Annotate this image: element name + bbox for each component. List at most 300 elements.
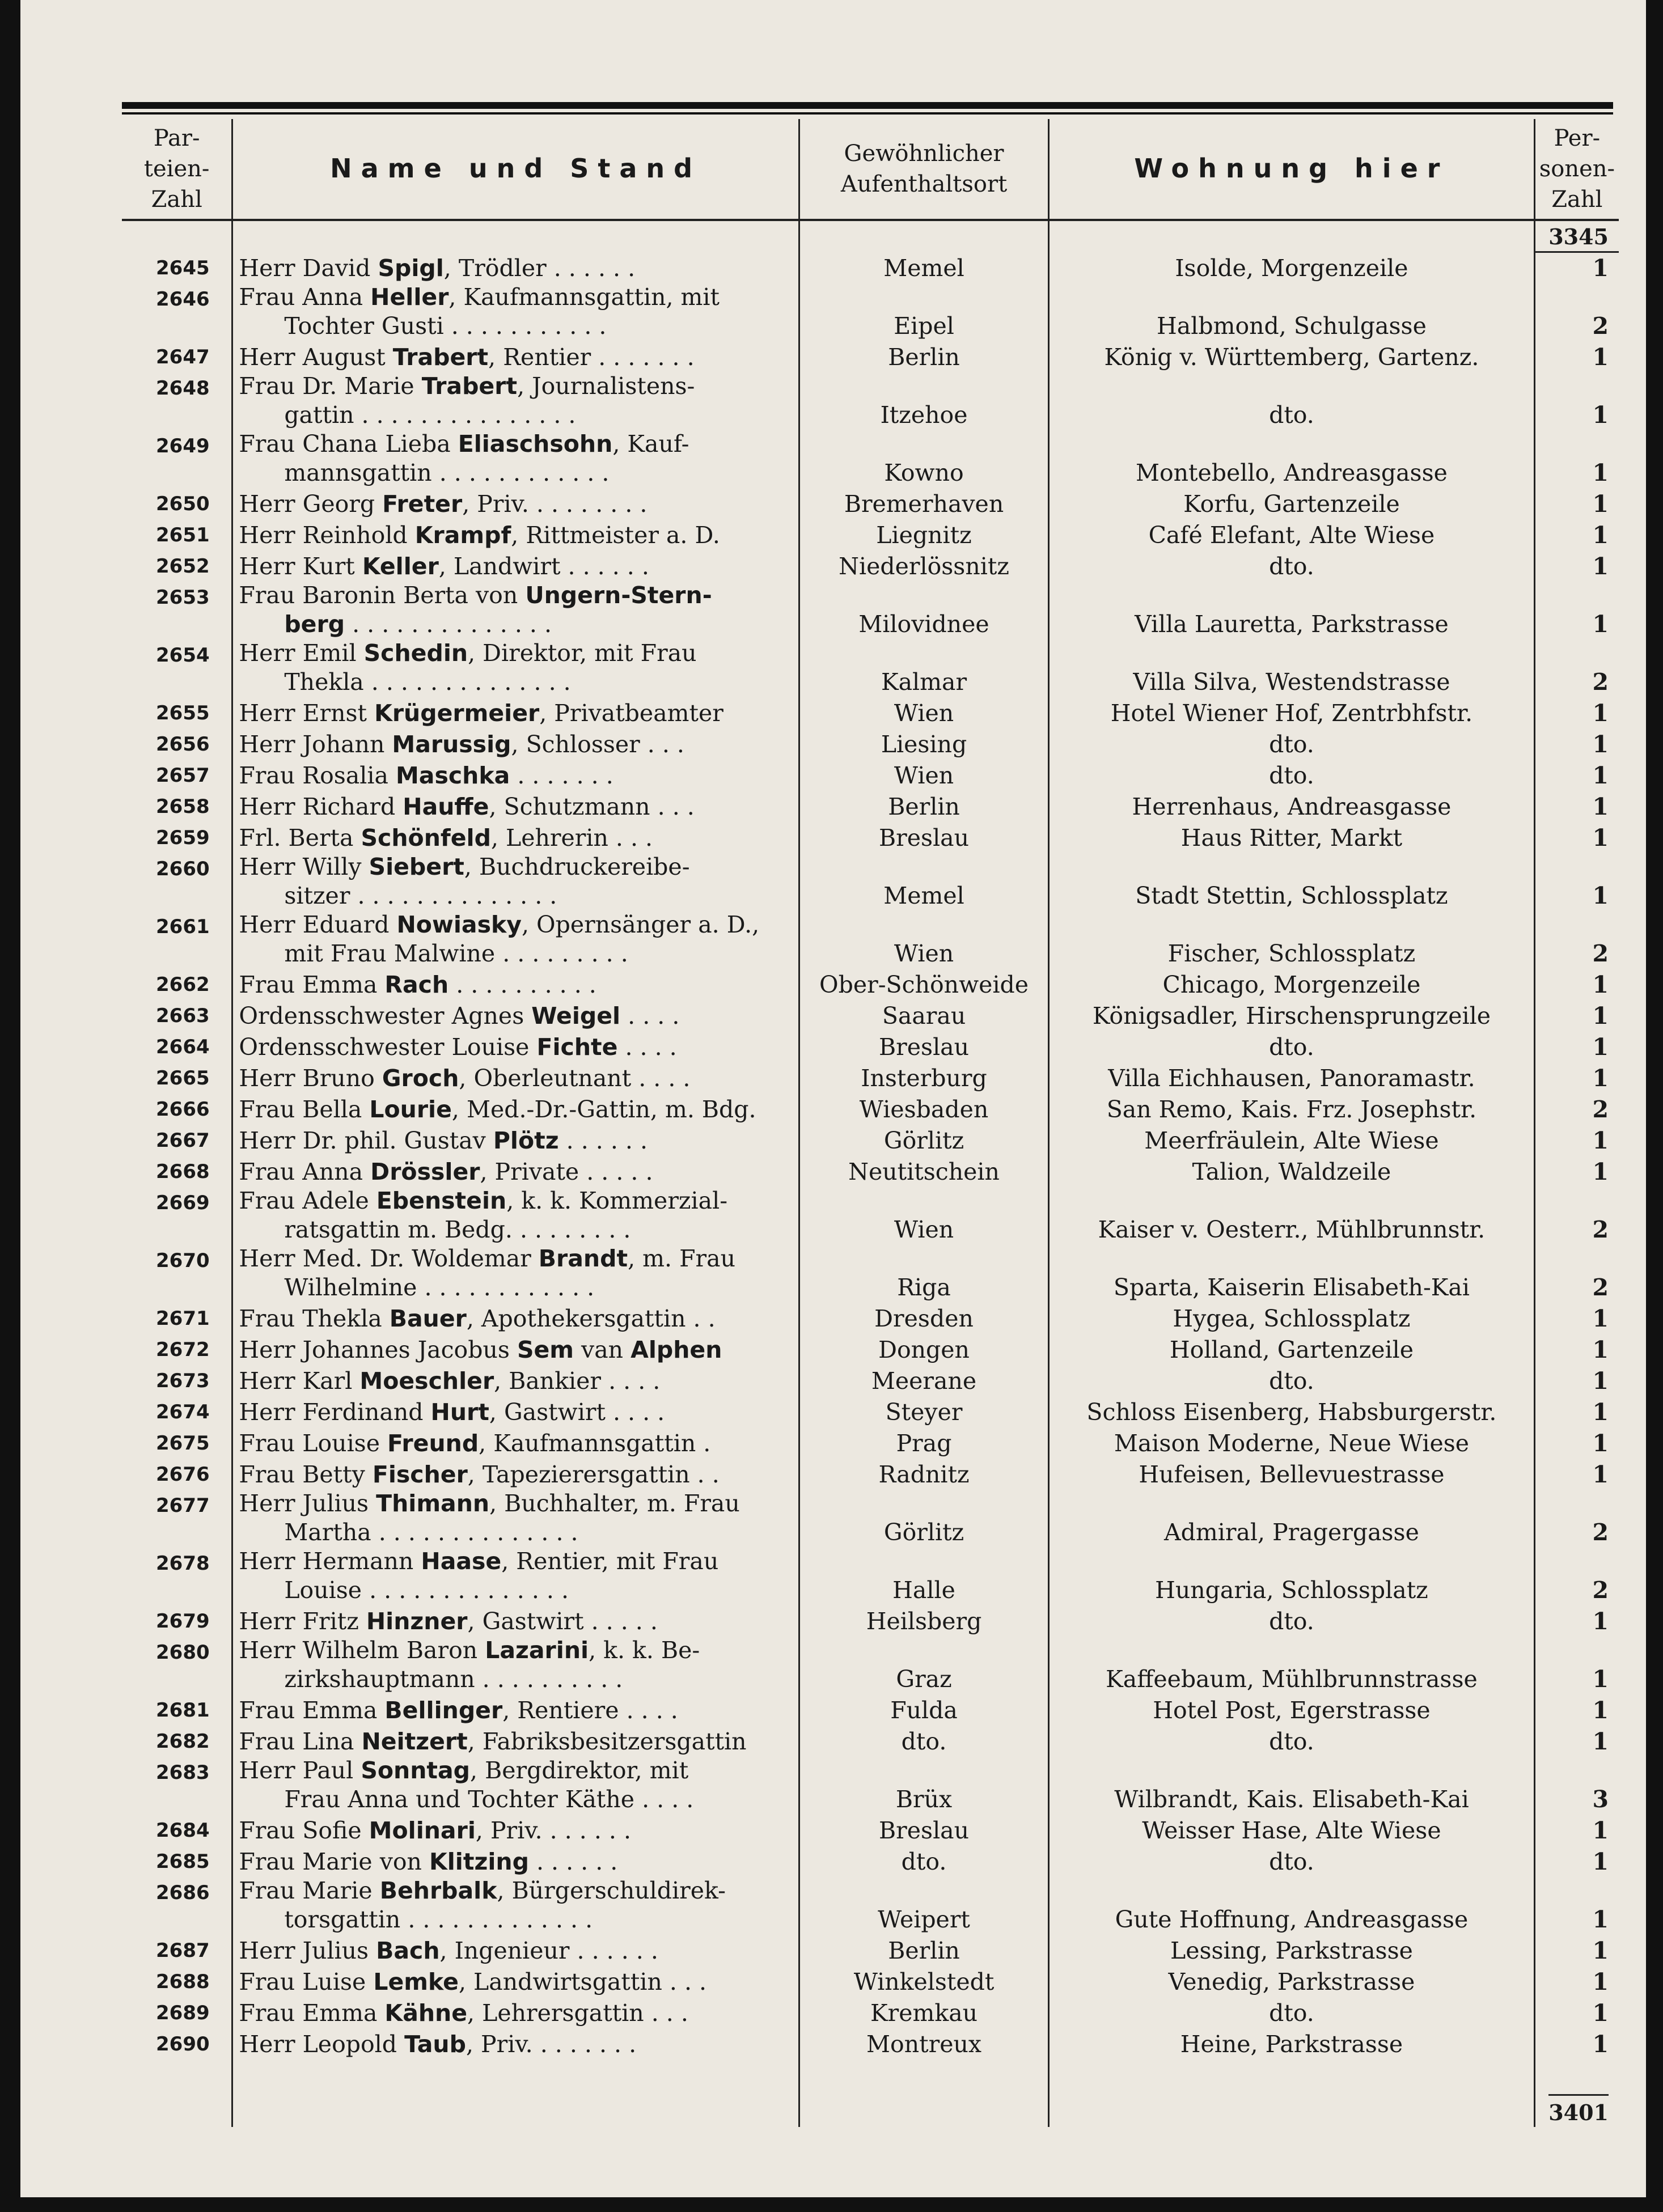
name-and-status [232, 1427, 799, 1458]
surname: Lourie [369, 1096, 452, 1123]
register-row [122, 581, 1619, 639]
local-lodging: Herrenhaus, Andreasgasse [1049, 790, 1535, 821]
name-line: Frau Adele Ebenstein, k. k. Kommerzial- [239, 1187, 728, 1214]
usual-residence: Saarau [799, 999, 1048, 1031]
party-number: 2666 [156, 1098, 210, 1121]
register-row [122, 1186, 1619, 1244]
name-line: Frau Anna Heller, Kaufmannsgattin, mit [239, 283, 720, 311]
name-and-status [232, 1636, 799, 1694]
name-line: Frau Dr. Marie Trabert, Journalistens- [239, 372, 695, 400]
usual-residence: Radnitz [799, 1458, 1048, 1489]
name-and-status [232, 728, 799, 759]
usual-residence: Breslau [799, 1031, 1048, 1062]
register-row [122, 639, 1619, 697]
persons-count: 1 [1534, 1124, 1619, 1155]
persons-count: 1 [1534, 853, 1619, 910]
usual-residence: Eipel [799, 283, 1048, 341]
local-lodging: dto. [1049, 728, 1535, 759]
persons-count: 1 [1534, 1725, 1619, 1756]
persons-count: 2 [1534, 1547, 1619, 1605]
register-row [122, 1694, 1619, 1725]
party-number: 2645 [156, 257, 210, 279]
name-and-status [232, 1547, 799, 1605]
name-line: Herr Hermann Haase, Rentier, mit Frau [239, 1548, 719, 1575]
name-line: Herr August Trabert, Rentier . . . . . . . [239, 344, 695, 371]
usual-residence: Dresden [799, 1302, 1048, 1333]
header-persons-text: Per- sonen- Zahl [1539, 125, 1615, 213]
name-line: torsgattin . . . . . . . . . . . . . [284, 1906, 593, 1933]
persons-count: 1 [1534, 1636, 1619, 1694]
local-lodging: Kaffeebaum, Mühlbrunnstrasse [1049, 1636, 1535, 1694]
surname: Drössler [370, 1158, 480, 1185]
persons-count: 1 [1534, 1333, 1619, 1365]
name-line: Herr Paul Sonntag, Bergdirektor, mit [239, 1757, 689, 1784]
name-line: Frau Lina Neitzert, Fabriksbesitzersgattin [239, 1728, 747, 1755]
persons-count: 1 [1534, 1997, 1619, 2028]
name-line: Herr Richard Hauffe, Schutzmann . . . [239, 793, 695, 820]
usual-residence: Breslau [799, 821, 1048, 853]
surname: Trabert [421, 372, 518, 400]
name-line: Frau Anna und Tochter Käthe . . . . [284, 1786, 694, 1813]
local-lodging: Gute Hoffnung, Andreasgasse [1049, 1876, 1535, 1934]
persons-count: 1 [1534, 1965, 1619, 1997]
usual-residence: Milovidnee [799, 581, 1048, 639]
surname: Bellinger [384, 1697, 503, 1724]
register-row [122, 1427, 1619, 1458]
surname: Neitzert [361, 1728, 468, 1755]
usual-residence: Riga [799, 1244, 1048, 1302]
local-lodging: Haus Ritter, Markt [1049, 821, 1535, 853]
name-and-status [232, 1155, 799, 1186]
name-line: Herr Kurt Keller, Landwirt . . . . . . [239, 553, 649, 580]
local-lodging: Chicago, Morgenzeile [1049, 968, 1535, 999]
persons-count: 1 [1534, 1845, 1619, 1876]
name-line: Herr Ferdinand Hurt, Gastwirt . . . . [239, 1399, 665, 1426]
usual-residence: Berlin [799, 790, 1048, 821]
local-lodging: Hufeisen, Bellevuestrasse [1049, 1458, 1535, 1489]
persons-count: 1 [1534, 1876, 1619, 1934]
party-number: 2650 [156, 493, 210, 515]
register-row [122, 550, 1619, 581]
local-lodging: dto. [1049, 759, 1535, 790]
usual-residence: Görlitz [799, 1489, 1048, 1547]
name-line: Frl. Berta Schönfeld, Lehrerin . . . [239, 824, 653, 851]
register-row [122, 1997, 1619, 2028]
usual-residence: Berlin [799, 341, 1048, 372]
persons-count: 1 [1534, 1396, 1619, 1427]
register-page [122, 102, 1619, 2188]
persons-count: 1 [1534, 1427, 1619, 1458]
register-row [122, 1756, 1619, 1814]
local-lodging: Hygea, Schlossplatz [1049, 1302, 1535, 1333]
register-row [122, 430, 1619, 488]
usual-residence: Meerane [799, 1365, 1048, 1396]
surname: Groch [382, 1065, 459, 1092]
usual-residence: Kowno [799, 430, 1048, 488]
name-line: Frau Emma Rach . . . . . . . . . . [239, 971, 596, 998]
party-number: 2674 [156, 1401, 210, 1423]
surname: Bach [376, 1937, 440, 1964]
surname: Molinari [369, 1817, 476, 1844]
header-name-text: Name und Stand [330, 152, 702, 184]
local-lodging: Hotel Wiener Hof, Zentrbhfstr. [1049, 697, 1535, 728]
local-lodging: Holland, Gartenzeile [1049, 1333, 1535, 1365]
name-line: Herr Wilhelm Baron Lazarini, k. k. Be- [239, 1637, 700, 1664]
name-line: Frau Luise Lemke, Landwirtsgattin . . . [239, 1968, 707, 1995]
usual-residence: Itzehoe [799, 372, 1048, 430]
persons-count: 1 [1534, 1458, 1619, 1489]
name-line: Frau Anna Drössler, Private . . . . . [239, 1158, 653, 1185]
party-number: 2667 [156, 1129, 210, 1152]
name-and-status [232, 1694, 799, 1725]
name-and-status [232, 581, 799, 639]
surname: Krampf [414, 522, 511, 549]
persons-count: 1 [1534, 430, 1619, 488]
surname: Alphen [630, 1336, 722, 1363]
usual-residence: Neutitschein [799, 1155, 1048, 1186]
register-row [122, 1458, 1619, 1489]
register-row [122, 728, 1619, 759]
party-number: 2654 [156, 644, 210, 667]
local-lodging: dto. [1049, 1365, 1535, 1396]
name-and-status [232, 488, 799, 519]
name-line: Herr Emil Schedin, Direktor, mit Frau [239, 639, 697, 667]
persons-count: 1 [1534, 821, 1619, 853]
local-lodging: dto. [1049, 1845, 1535, 1876]
register-row [122, 1547, 1619, 1605]
name-and-status [232, 1814, 799, 1845]
usual-residence: Wien [799, 697, 1048, 728]
surname: Fischer [372, 1461, 468, 1488]
register-row [122, 2028, 1619, 2059]
usual-residence: Liegnitz [799, 519, 1048, 550]
usual-residence: Weipert [799, 1876, 1048, 1934]
scan-border-right [1646, 0, 1663, 2212]
surname: Siebert [369, 853, 464, 880]
party-number: 2670 [156, 1249, 210, 1272]
name-and-status [232, 853, 799, 910]
name-line: Herr Karl Moeschler, Bankier . . . . [239, 1367, 661, 1395]
party-number: 2672 [156, 1338, 210, 1361]
name-line: Frau Marie von Klitzing . . . . . . [239, 1848, 618, 1875]
local-lodging: Kaiser v. Oesterr., Mühlbrunnstr. [1049, 1186, 1535, 1244]
local-lodging: Café Elefant, Alte Wiese [1049, 519, 1535, 550]
party-number: 2664 [156, 1036, 210, 1058]
name-line: Herr Julius Bach, Ingenieur . . . . . . [239, 1937, 658, 1964]
party-number: 2684 [156, 1819, 210, 1842]
party-number: 2673 [156, 1370, 210, 1392]
persons-count: 2 [1534, 1186, 1619, 1244]
name-and-status [232, 341, 799, 372]
name-and-status [232, 372, 799, 430]
party-number: 2669 [156, 1192, 210, 1214]
party-number: 2647 [156, 346, 210, 368]
register-row [122, 999, 1619, 1031]
surname: Hinzner [366, 1608, 468, 1635]
carry-row [122, 220, 1619, 252]
usual-residence: dto. [799, 1845, 1048, 1876]
header-origin [799, 119, 1048, 220]
name-line: Herr Johannes Jacobus Sem van Alphen [239, 1336, 722, 1363]
surname: Keller [362, 553, 439, 580]
usual-residence: Kalmar [799, 639, 1048, 697]
name-line: Tochter Gusti . . . . . . . . . . . [284, 312, 607, 340]
name-and-status [232, 821, 799, 853]
local-lodging: dto. [1049, 1997, 1535, 2028]
name-line: Herr Eduard Nowiasky, Opernsänger a. D., [239, 911, 760, 938]
name-line: ratsgattin m. Bedg. . . . . . . . . [284, 1216, 631, 1243]
party-number: 2689 [156, 2002, 210, 2024]
name-line: Ordensschwester Agnes Weigel . . . . [239, 1002, 680, 1029]
name-line: Herr Bruno Groch, Oberleutnant . . . . [239, 1065, 691, 1092]
local-lodging: Montebello, Andreasgasse [1049, 430, 1535, 488]
persons-count: 1 [1534, 519, 1619, 550]
surname: Bauer [389, 1305, 467, 1332]
party-number: 2668 [156, 1160, 210, 1183]
party-number: 2663 [156, 1005, 210, 1027]
surname: Maschka [396, 762, 510, 789]
local-lodging: dto. [1049, 1031, 1535, 1062]
persons-count: 1 [1534, 790, 1619, 821]
party-number: 2681 [156, 1699, 210, 1722]
name-line: Herr David Spigl, Trödler . . . . . . [239, 255, 636, 282]
party-number: 2655 [156, 702, 210, 724]
register-row [122, 1244, 1619, 1302]
name-and-status [232, 1458, 799, 1489]
name-and-status [232, 1605, 799, 1636]
name-line: Frau Thekla Bauer, Apothekersgattin . . [239, 1305, 716, 1332]
local-lodging: Venedig, Parkstrasse [1049, 1965, 1535, 1997]
register-row [122, 252, 1619, 283]
party-number: 2646 [156, 288, 210, 311]
persons-count: 1 [1534, 341, 1619, 372]
register-row [122, 1396, 1619, 1427]
usual-residence: Wiesbaden [799, 1093, 1048, 1124]
persons-count: 2 [1534, 639, 1619, 697]
name-line: Herr Willy Siebert, Buchdruckereibe- [239, 853, 690, 880]
header-persons [1534, 119, 1619, 220]
party-number: 2653 [156, 586, 210, 609]
party-number: 2676 [156, 1463, 210, 1486]
party-number: 2656 [156, 733, 210, 756]
local-lodging: Fischer, Schlossplatz [1049, 910, 1535, 968]
scan-border-bottom [0, 2197, 1663, 2212]
local-lodging: Lessing, Parkstrasse [1049, 1934, 1535, 1965]
name-and-status [232, 639, 799, 697]
local-lodging: Stadt Stettin, Schlossplatz [1049, 853, 1535, 910]
name-and-status [232, 1876, 799, 1934]
persons-count: 2 [1534, 283, 1619, 341]
party-number: 2659 [156, 827, 210, 849]
name-line: Ordensschwester Louise Fichte . . . . [239, 1033, 677, 1061]
party-number: 2685 [156, 1850, 210, 1873]
persons-count: 1 [1534, 1031, 1619, 1062]
surname: berg [284, 611, 345, 638]
name-line: Herr Fritz Hinzner, Gastwirt . . . . . [239, 1608, 658, 1635]
local-lodging: Talion, Waldzeile [1049, 1155, 1535, 1186]
guest-register-table [122, 119, 1619, 2127]
surname: Schönfeld [361, 824, 491, 851]
name-and-status [232, 283, 799, 341]
register-row [122, 1062, 1619, 1093]
header-origin-text: Gewöhnlicher Aufenthaltsort [840, 141, 1008, 197]
persons-count: 1 [1534, 2028, 1619, 2059]
name-line: Frau Bella Lourie, Med.-Dr.-Gattin, m. Bdg. [239, 1096, 756, 1123]
name-and-status [232, 1244, 799, 1302]
page-total: 3401 [1548, 2094, 1609, 2127]
party-number: 2671 [156, 1307, 210, 1330]
party-number: 2675 [156, 1432, 210, 1455]
usual-residence: Brüx [799, 1756, 1048, 1814]
name-and-status [232, 759, 799, 790]
surname: Fichte [536, 1033, 618, 1061]
usual-residence: Liesing [799, 728, 1048, 759]
local-lodging: Hotel Post, Egerstrasse [1049, 1694, 1535, 1725]
register-row [122, 1031, 1619, 1062]
surname: Ebenstein [376, 1187, 507, 1214]
party-number: 2651 [156, 524, 210, 546]
local-lodging: Hungaria, Schlossplatz [1049, 1547, 1535, 1605]
surname: Lemke [373, 1968, 459, 1995]
name-and-status [232, 1489, 799, 1547]
surname: Spigl [378, 255, 444, 282]
name-and-status [232, 999, 799, 1031]
party-number: 2682 [156, 1730, 210, 1753]
register-row [122, 341, 1619, 372]
name-line: Herr Reinhold Krampf, Rittmeister a. D. [239, 522, 720, 549]
name-and-status [232, 1965, 799, 1997]
persons-count: 1 [1534, 759, 1619, 790]
name-and-status [232, 1333, 799, 1365]
party-number: 2649 [156, 435, 210, 457]
persons-count: 1 [1534, 581, 1619, 639]
local-lodging: Admiral, Pragergasse [1049, 1489, 1535, 1547]
surname: Hauffe [403, 793, 489, 820]
surname: Schedin [363, 639, 468, 667]
name-and-status [232, 519, 799, 550]
register-row [122, 759, 1619, 790]
surname: Rach [384, 971, 449, 998]
surname: Klitzing [429, 1848, 529, 1875]
name-line: sitzer . . . . . . . . . . . . . . [284, 882, 557, 909]
usual-residence: Niederlössnitz [799, 550, 1048, 581]
name-and-status [232, 1756, 799, 1814]
local-lodging: Meerfräulein, Alte Wiese [1049, 1124, 1535, 1155]
party-number: 2660 [156, 858, 210, 880]
name-line: gattin . . . . . . . . . . . . . . . [284, 401, 576, 429]
register-row [122, 1333, 1619, 1365]
register-row [122, 1365, 1619, 1396]
usual-residence: Kremkau [799, 1997, 1048, 2028]
name-line: Wilhelmine . . . . . . . . . . . . [284, 1274, 595, 1301]
register-row [122, 968, 1619, 999]
register-row [122, 1302, 1619, 1333]
local-lodging: Villa Lauretta, Parkstrasse [1049, 581, 1535, 639]
name-and-status [232, 1365, 799, 1396]
persons-count: 2 [1534, 910, 1619, 968]
party-number: 2658 [156, 795, 210, 818]
local-lodging: Schloss Eisenberg, Habsburgerstr. [1049, 1396, 1535, 1427]
surname: Eliaschsohn [458, 430, 613, 457]
scan-border-left [0, 0, 20, 2212]
register-row [122, 1965, 1619, 1997]
register-row [122, 790, 1619, 821]
party-number: 2679 [156, 1610, 210, 1633]
party-number: 2677 [156, 1494, 210, 1517]
party-number: 2686 [156, 1882, 210, 1904]
local-lodging: Weisser Hase, Alte Wiese [1049, 1814, 1535, 1845]
register-row [122, 697, 1619, 728]
usual-residence: Montreux [799, 2028, 1048, 2059]
usual-residence: Fulda [799, 1694, 1048, 1725]
name-and-status [232, 1725, 799, 1756]
party-number: 2678 [156, 1552, 210, 1575]
register-row [122, 821, 1619, 853]
surname: Thimann [376, 1490, 490, 1517]
party-number: 2680 [156, 1641, 210, 1664]
register-row [122, 1155, 1619, 1186]
usual-residence: Breslau [799, 1814, 1048, 1845]
surname: Lazarini [485, 1637, 589, 1664]
header-residence [1049, 119, 1535, 220]
register-row [122, 1725, 1619, 1756]
usual-residence: Winkelstedt [799, 1965, 1048, 1997]
name-line: Frau Marie Behrbalk, Bürgerschuldirek- [239, 1877, 726, 1904]
persons-count: 1 [1534, 1605, 1619, 1636]
persons-count: 1 [1534, 968, 1619, 999]
register-row [122, 488, 1619, 519]
usual-residence: Wien [799, 759, 1048, 790]
name-line: Louise . . . . . . . . . . . . . . [284, 1577, 569, 1604]
name-and-status [232, 1062, 799, 1093]
surname: Marussig [392, 731, 511, 758]
usual-residence: Wien [799, 910, 1048, 968]
surname: Haase [421, 1548, 502, 1575]
name-line: Frau Chana Lieba Eliaschsohn, Kauf- [239, 430, 689, 457]
name-and-status [232, 910, 799, 968]
surname: Kähne [384, 1999, 468, 2027]
local-lodging: König v. Württemberg, Gartenz. [1049, 341, 1535, 372]
local-lodging: Königsadler, Hirschensprungzeile [1049, 999, 1535, 1031]
register-row [122, 1605, 1619, 1636]
local-lodging: Maison Moderne, Neue Wiese [1049, 1427, 1535, 1458]
name-and-status [232, 1124, 799, 1155]
name-and-status [232, 1186, 799, 1244]
name-line: Frau Louise Freund, Kaufmannsgattin . [239, 1430, 711, 1457]
top-rule-thin [122, 112, 1613, 115]
name-and-status [232, 2028, 799, 2059]
persons-count: 1 [1534, 550, 1619, 581]
surname: Taub [404, 2031, 466, 2058]
party-number: 2652 [156, 555, 210, 578]
register-row [122, 1845, 1619, 1876]
persons-count: 1 [1534, 697, 1619, 728]
persons-count: 3 [1534, 1756, 1619, 1814]
persons-count: 1 [1534, 1062, 1619, 1093]
surname: Moeschler [359, 1367, 494, 1395]
local-lodging: dto. [1049, 372, 1535, 430]
party-number: 2662 [156, 973, 210, 996]
persons-count: 1 [1534, 999, 1619, 1031]
name-line: Frau Emma Bellinger, Rentiere . . . . [239, 1697, 678, 1724]
usual-residence: Ober-Schönweide [799, 968, 1048, 999]
name-line: Herr Ernst Krügermeier, Privatbeamter [239, 700, 723, 727]
usual-residence: Bremerhaven [799, 488, 1048, 519]
surname: Plötz [493, 1127, 559, 1154]
register-row [122, 1876, 1619, 1934]
local-lodging: Korfu, Gartenzeile [1049, 488, 1535, 519]
local-lodging: dto. [1049, 1605, 1535, 1636]
